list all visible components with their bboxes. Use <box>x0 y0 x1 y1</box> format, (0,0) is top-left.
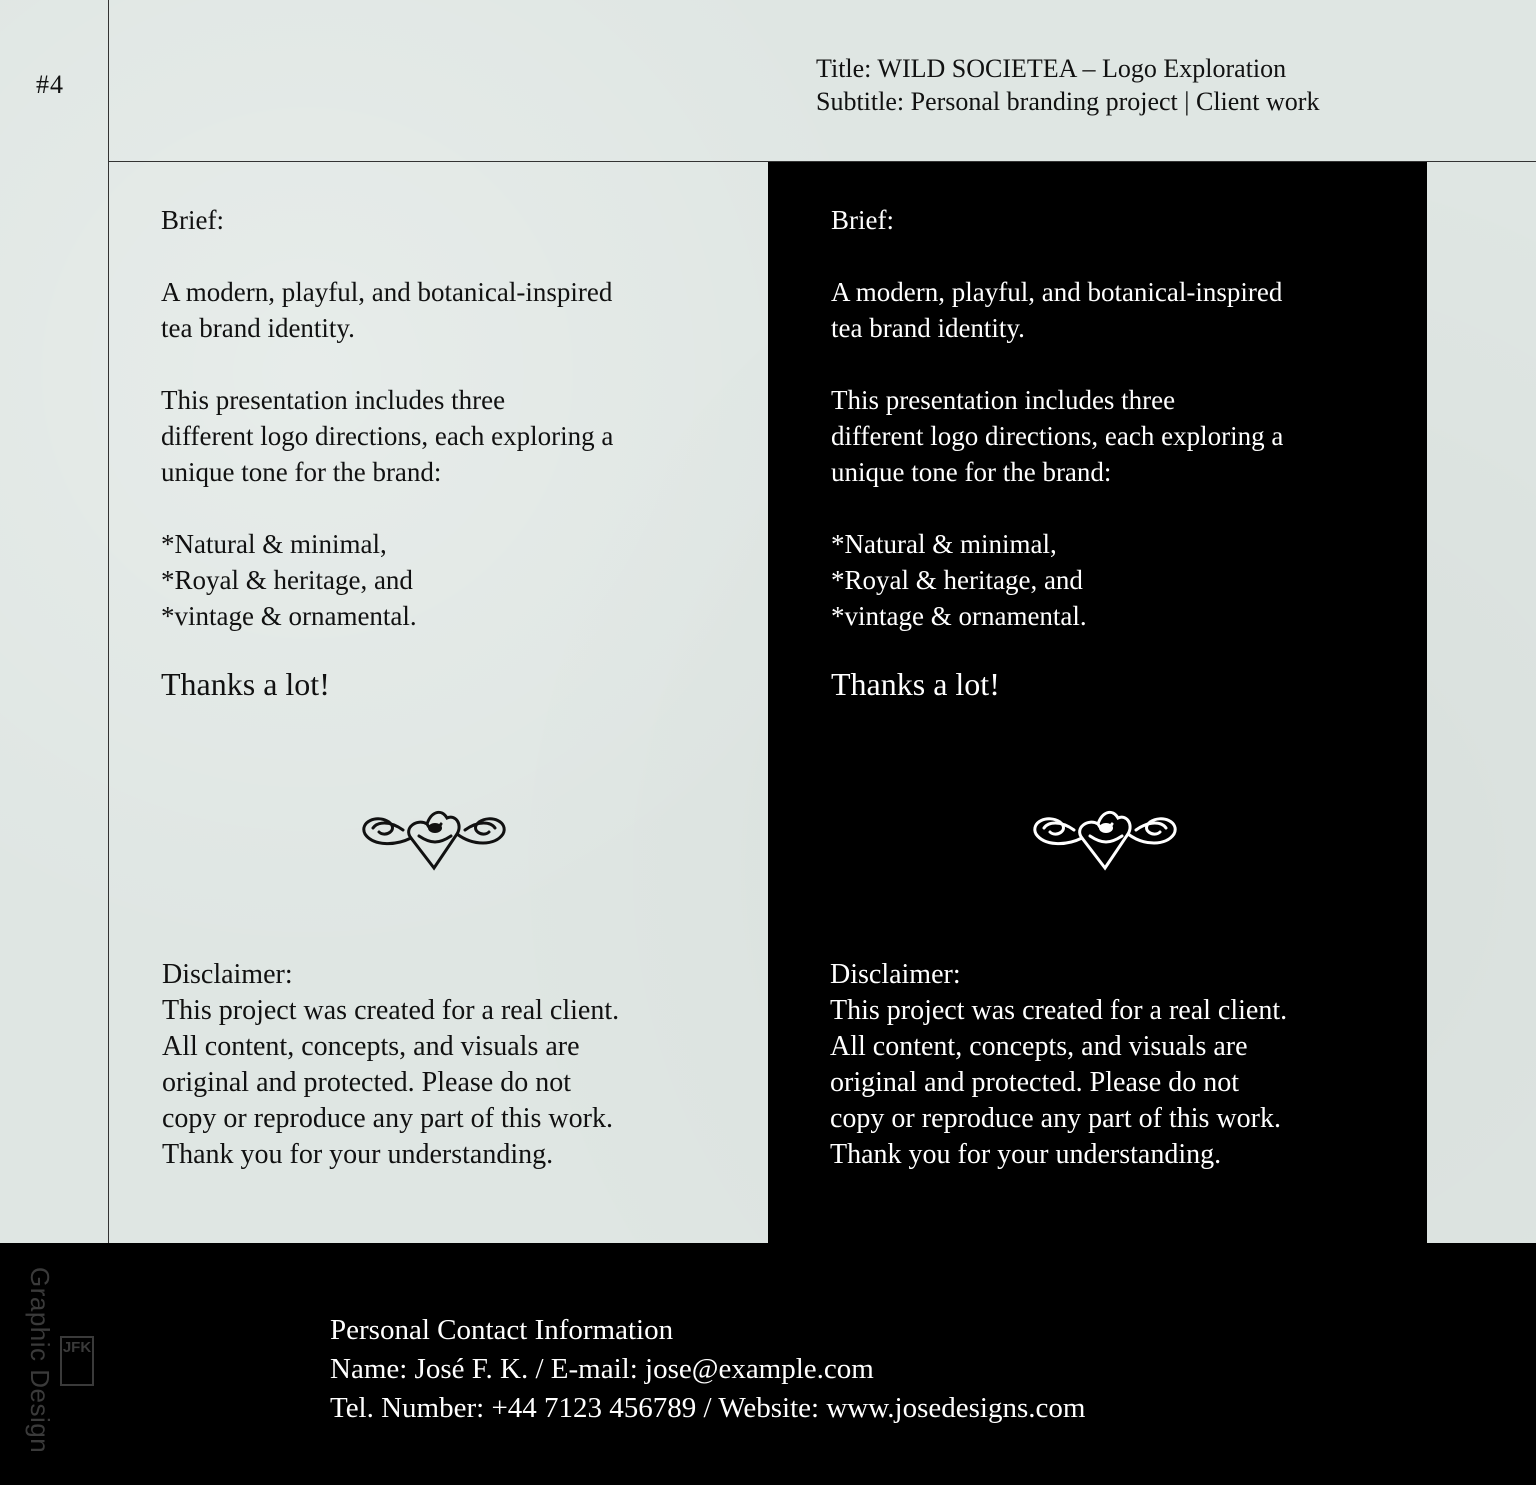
project-title: Title: WILD SOCIETEA – Logo Exploration <box>816 54 1287 83</box>
brief-label: Brief: <box>831 205 894 235</box>
brief-body-line: different logo directions, each exploring a <box>831 421 1284 451</box>
heart-flourish-icon <box>359 790 509 880</box>
side-brand <box>20 1267 60 1467</box>
dark-panel <box>768 162 1427 1243</box>
contact-tel-website: Tel. Number: +44 7123 456789 / Website: www.josedesigns.com <box>330 1392 1086 1424</box>
disclaimer-label: Disclaimer: <box>830 959 961 990</box>
page-number: #4 <box>36 70 64 99</box>
brief-body-line: different logo directions, each exploring a <box>161 421 614 451</box>
disclaimer-line: All content, concepts, and visuals are <box>830 1031 1248 1062</box>
contact-name-email: Name: José F. K. / E-mail: jose@example.com <box>330 1353 874 1385</box>
light-panel <box>109 162 768 1243</box>
disclaimer-block <box>830 957 1287 1173</box>
disclaimer-line: copy or reproduce any part of this work. <box>162 1103 613 1134</box>
brief-body-line: This presentation includes three <box>831 385 1176 415</box>
thanks-text: Thanks a lot! <box>161 666 330 702</box>
brief-intro-line: A modern, playful, and botanical-inspired <box>831 277 1283 307</box>
jfk-monogram-logo: JFK <box>60 1336 94 1386</box>
side-brand-text: Graphic Design <box>25 1267 55 1454</box>
disclaimer-line: copy or reproduce any part of this work. <box>830 1103 1281 1134</box>
disclaimer-block <box>162 957 619 1173</box>
disclaimer-line: original and protected. Please do not <box>830 1067 1239 1098</box>
brief-body-line: unique tone for the brand: <box>161 457 442 487</box>
contact-info <box>330 1311 1085 1428</box>
brief-body-line: This presentation includes three <box>161 385 506 415</box>
project-subtitle: Subtitle: Personal branding project | Client work <box>816 87 1320 116</box>
direction-item: *Royal & heritage, and <box>831 565 1083 595</box>
brief-intro-line: tea brand identity. <box>831 313 1025 343</box>
direction-item: *vintage & ornamental. <box>831 601 1087 631</box>
brief-body <box>161 382 613 490</box>
disclaimer-line: This project was created for a real client. <box>162 995 620 1026</box>
brief-body-line: unique tone for the brand: <box>831 457 1112 487</box>
brief-body <box>831 382 1283 490</box>
direction-item: *Natural & minimal, <box>831 529 1057 559</box>
brief-intro-line: tea brand identity. <box>161 313 355 343</box>
disclaimer-line: Thank you for your understanding. <box>830 1139 1222 1170</box>
disclaimer-line: This project was created for a real client. <box>830 995 1288 1026</box>
direction-list <box>161 526 417 634</box>
disclaimer-line: original and protected. Please do not <box>162 1067 571 1098</box>
disclaimer-line: Thank you for your understanding. <box>162 1139 554 1170</box>
brief-intro <box>831 274 1282 346</box>
disclaimer-label: Disclaimer: <box>162 959 293 990</box>
header-block <box>816 52 1319 118</box>
contact-heading: Personal Contact Information <box>330 1314 674 1346</box>
thanks-text: Thanks a lot! <box>831 666 1000 702</box>
footer <box>0 1243 1536 1485</box>
brief-label: Brief: <box>161 205 224 235</box>
direction-item: *vintage & ornamental. <box>161 601 417 631</box>
disclaimer-line: All content, concepts, and visuals are <box>162 1031 580 1062</box>
heart-flourish-icon <box>1030 790 1180 880</box>
direction-item: *Natural & minimal, <box>161 529 387 559</box>
brief-intro-line: A modern, playful, and botanical-inspired <box>161 277 613 307</box>
direction-list <box>831 526 1087 634</box>
direction-item: *Royal & heritage, and <box>161 565 413 595</box>
brief-intro <box>161 274 612 346</box>
